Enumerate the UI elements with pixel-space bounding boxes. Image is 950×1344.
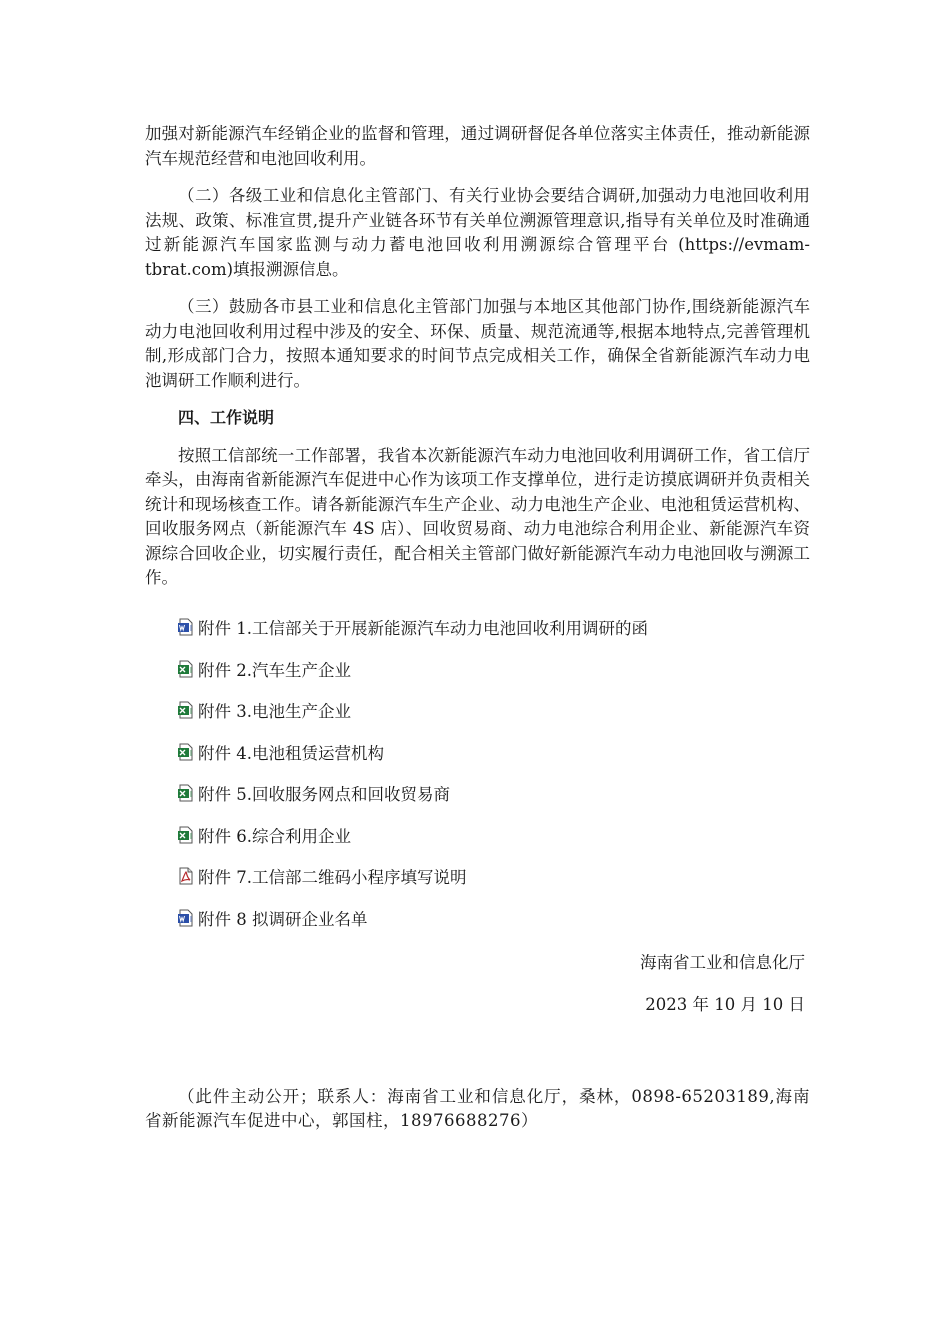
contact-info: （此件主动公开；联系人：海南省工业和信息化厅，桑林，0898-65203189,海南省新能源汽车促进中心，郭国柱，18976688276） <box>145 1086 810 1130</box>
document-page <box>145 122 810 1134</box>
attachment-link-6[interactable] <box>177 814 810 856</box>
attachment-label[interactable]: 附件 1.工信部关于开展新能源汽车动力电池回收利用调研的函 <box>198 619 648 639</box>
attachment-label[interactable]: 附件 5.回收服务网点和回收贸易商 <box>198 785 450 805</box>
paragraph-section-2: （二）各级工业和信息化主管部门、有关行业协会要结合调研,加强动力电池回收利用法规、政策、标准宣贯,提升产业链各环节有关单位溯源管理意识,指导有关单位及时准确通过新能源汽车国家监测与动力蓄电池回收利用溯源综合管理平台 (https://evmam-tbrat.com)填报溯源信息。 <box>145 186 810 279</box>
attachment-link-7[interactable] <box>177 856 810 898</box>
issue-date: 2023 年 10 月 10 日 <box>645 995 805 1014</box>
attachment-link-5[interactable] <box>177 773 810 815</box>
attachment-label[interactable]: 附件 6.综合利用企业 <box>198 826 351 846</box>
pdf-file-icon <box>177 867 195 885</box>
section-heading-work-notes: 四、工作说明 <box>178 408 275 427</box>
excel-sheet-icon <box>177 660 195 678</box>
attachment-link-3[interactable] <box>177 690 810 732</box>
attachment-label[interactable]: 附件 7.工信部二维码小程序填写说明 <box>198 868 467 888</box>
attachment-link-1[interactable] <box>177 607 810 649</box>
attachment-list <box>145 607 810 939</box>
excel-sheet-icon <box>177 701 195 719</box>
attachment-link-2[interactable] <box>177 648 810 690</box>
attachment-label[interactable]: 附件 2.汽车生产企业 <box>198 660 351 680</box>
word-doc-icon <box>177 618 195 636</box>
attachment-label[interactable]: 附件 8 拟调研企业名单 <box>198 909 368 929</box>
attachment-label[interactable]: 附件 3.电池生产企业 <box>198 702 351 722</box>
attachment-label[interactable]: 附件 4.电池租赁运营机构 <box>198 743 384 763</box>
excel-sheet-icon <box>177 784 195 802</box>
issuing-organization: 海南省工业和信息化厅 <box>640 952 805 972</box>
excel-sheet-icon <box>177 743 195 761</box>
word-doc-icon <box>177 909 195 927</box>
excel-sheet-icon <box>177 826 195 844</box>
paragraph-continued: 加强对新能源汽车经销企业的监督和管理，通过调研督促各单位落实主体责任，推动新能源汽车规范经营和电池回收利用。 <box>145 124 810 168</box>
attachment-link-8[interactable] <box>177 897 810 939</box>
attachment-link-4[interactable] <box>177 731 810 773</box>
paragraph-section-3: （三）鼓励各市县工业和信息化主管部门加强与本地区其他部门协作,围绕新能源汽车动力电池回收利用过程中涉及的安全、环保、质量、规范流通等,根据本地特点,完善管理机制,形成部门合力，按照本通知要求的时间节点完成相关工作，确保全省新能源汽车动力电池调研工作顺利进行。 <box>145 297 810 390</box>
paragraph-work-notes: 按照工信部统一工作部署，我省本次新能源汽车动力电池回收利用调研工作，省工信厅牵头，由海南省新能源汽车促进中心作为该项工作支撑单位，进行走访摸底调研并负责相关统计和现场核查工作。请各新能源汽车生产企业、动力电池生产企业、电池租赁运营机构、回收服务网点（新能源汽车 4S 店）、回收贸易商、动力电池综合利用企业、新能源汽车资源综合回收企业，切实履行责任，配合相关主管部门做好新能源汽车动力电池回收与溯源工作。 <box>145 445 810 587</box>
